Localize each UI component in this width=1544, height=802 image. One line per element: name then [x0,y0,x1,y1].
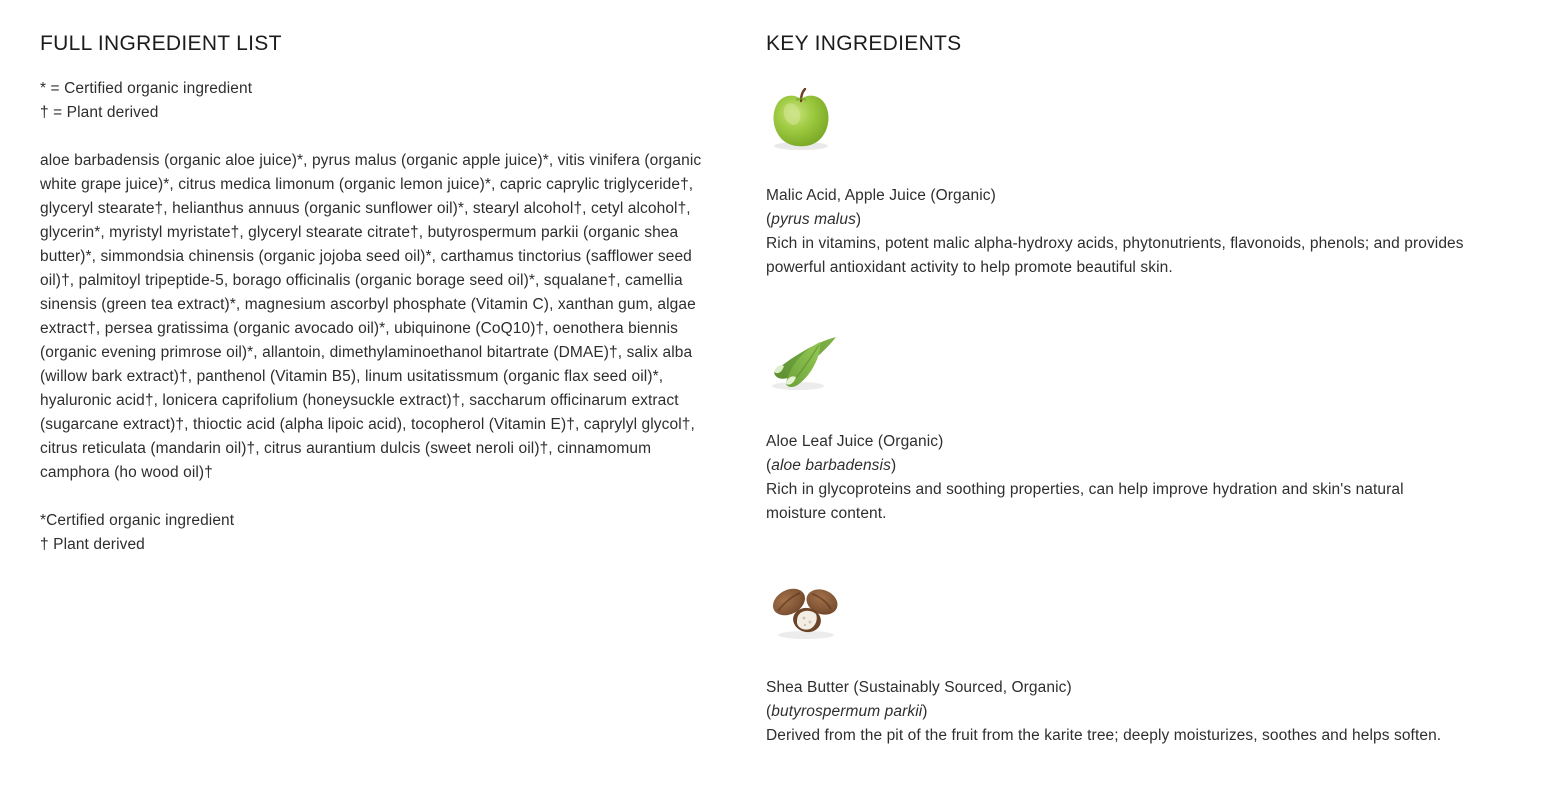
ingredient-description: Derived from the pit of the fruit from the karite tree; deeply moisturizes, soothes and helps soften. [766,727,1442,744]
ingredient-name: Malic Acid, Apple Juice (Organic) [766,187,996,204]
ingredient-description: Rich in vitamins, potent malic alpha-hydroxy acids, phytonutrients, flavonoids, phenols; and provides powerful antioxidant activity to help promote beautiful skin. [766,235,1464,276]
key-ingredient-text-shea [766,676,1466,748]
ingredient-latin-name: (pyrus malus) [766,211,862,228]
aloe-leaves-image [766,334,1466,398]
footnote-line-plant-derived: † Plant derived [40,536,145,553]
ingredients-paragraph: aloe barbadensis (organic aloe juice)*, pyrus malus (organic apple juice)*, vitis vinifera (organic white grape juice)*, citrus medica limonum (organic lemon juice)*, capric caprylic triglyceride†, glyceryl stearate†, helianthus annuus (organic sunflower oil)*, stearyl alcohol†, cetyl alcohol†, glycerin*, myristyl myristate†, glyceryl stearate citrate†, butyrospermum parkii (organic shea butter)*, simmondsia chinensis (organic jojoba seed oil)*, carthamus tinctorius (safflower seed oil)†, palmitoyl tripeptide-5, borago officinalis (organic borage seed oil)*, squalane†, camellia sinensis (green tea extract)*, magnesium ascorbyl phosphate (Vitamin C), xanthan gum, algae extract†, persea gratissima (organic avocado oil)*, ubiquinone (CoQ10)†, oenothera biennis (organic evening primrose oil)*, allantoin, dimethylaminoethanol bitartrate (DMAE)†, salix alba (willow bark extract)†, panthenol (Vitamin B5), linum usitatissmum (organic flax seed oil)*, hyaluronic acid†, lonicera caprifolium (honeysuckle extract)†, saccharum officinarum extract (sugarcane extract)†, thioctic acid (alpha lipoic acid), tocopherol (Vitamin E)†, caprylyl glycol†, citrus reticulata (mandarin oil)†, citrus aurantium dulcis (sweet neroli oil)†, cinnamomum camphora (ho wood oil)† [40,152,702,481]
ingredient-name: Shea Butter (Sustainably Sourced, Organic) [766,679,1072,696]
footnotes [40,509,716,557]
key-ingredient-item-shea [766,580,1466,748]
key-ingredients-section [766,31,1466,802]
ingredient-name: Aloe Leaf Juice (Organic) [766,433,944,450]
legend-line-plant-derived: † = Plant derived [40,104,159,121]
footnote-line-organic: *Certified organic ingredient [40,512,235,529]
key-ingredient-text-aloe [766,430,1466,526]
ingredient-description: Rich in glycoproteins and soothing properties, can help improve hydration and skin's natural moisture content. [766,481,1404,522]
key-ingredient-text-apple [766,184,1466,280]
green-apple-image [766,88,1466,152]
full-ingredient-list-title: FULL INGREDIENT LIST [40,32,282,55]
shea-nuts-image [766,580,1466,644]
ingredient-latin-name: (butyrospermum parkii) [766,703,928,720]
legend [40,77,716,125]
legend-line-organic: * = Certified organic ingredient [40,80,253,97]
key-ingredient-item-aloe [766,334,1466,526]
ingredient-latin-name: (aloe barbadensis) [766,457,897,474]
full-ingredient-list-section [40,31,716,802]
key-ingredients-title: KEY INGREDIENTS [766,32,962,55]
key-ingredient-item-apple [766,88,1466,280]
